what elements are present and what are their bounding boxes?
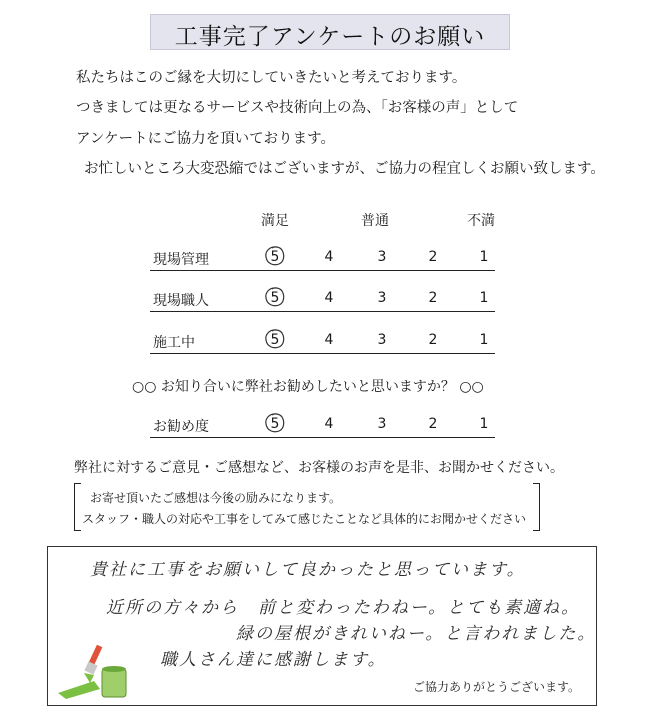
comment-line-1: 貴社に工事をお願いして良かったと思っています。: [90, 560, 526, 580]
rating-row-3-option-1[interactable]: 1: [479, 332, 489, 348]
rating-row-1-option-2[interactable]: 2: [428, 249, 438, 265]
paint-bucket-brush-icon: [56, 637, 136, 701]
comment-line-3: 緑の屋根がきれいねー。と言われました。: [236, 624, 597, 644]
rating-row-recommend-selected-circle-icon: [263, 411, 287, 435]
intro-line-2: つきましては更なるサービスや技術向上の為、「お客様の声」として: [76, 100, 519, 116]
rating-row-3-option-4[interactable]: 4: [324, 332, 334, 348]
rating-row-recommend-option-4[interactable]: 4: [324, 416, 334, 432]
rating-row-3-option-3[interactable]: 3: [377, 332, 387, 348]
recommend-question: ○○ お知り合いに弊社お勧めしたいと思いますか？ ○○: [132, 379, 484, 395]
comment-line-4: 職人さん達に感謝します。: [160, 650, 387, 670]
rating-row-recommend-option-5[interactable]: 5: [270, 416, 280, 432]
rating-row-1-option-5[interactable]: 5: [270, 249, 280, 265]
rating-row-1-option-1[interactable]: 1: [479, 249, 489, 265]
page-title: 工事完了アンケートのお願い: [174, 24, 486, 50]
rating-row-recommend-option-2[interactable]: 2: [428, 416, 438, 432]
rating-row-1-underline: [150, 270, 495, 271]
rating-row-1-label: 現場管理: [153, 252, 209, 268]
rating-row-2-selected-circle-icon: [263, 285, 287, 309]
rating-row-recommend: [150, 414, 500, 438]
intro-line-3: アンケートにご協力を頂いております。: [76, 131, 335, 147]
rating-row-3: [150, 330, 500, 354]
request-text: 弊社に対するご意見・ご感想など、お客様のお声を是非、お聞かせください。: [74, 460, 564, 476]
bracket-left: [74, 483, 81, 531]
rating-row-recommend-option-1[interactable]: 1: [479, 416, 489, 432]
rating-row-2-underline: [150, 311, 495, 312]
rating-row-1-selected-circle-icon: [263, 244, 287, 268]
rating-row-1-option-3[interactable]: 3: [377, 249, 387, 265]
bracket-right: [533, 483, 540, 531]
rating-row-2: [150, 288, 500, 312]
rating-row-1-option-4[interactable]: 4: [324, 249, 334, 265]
rating-row-2-option-2[interactable]: 2: [428, 290, 438, 306]
header-dissatisfied: 不満: [467, 213, 495, 229]
rating-row-3-underline: [150, 353, 495, 354]
rating-row-2-option-4[interactable]: 4: [324, 290, 334, 306]
rating-row-3-option-2[interactable]: 2: [428, 332, 438, 348]
notes-bracket: [74, 483, 540, 531]
intro-line-4: お忙しいところ大変恐縮ではございますが、ご協力の程宜しくお願い致します。: [84, 161, 605, 177]
rating-row-1: [150, 247, 500, 271]
rating-row-2-option-3[interactable]: 3: [377, 290, 387, 306]
rating-row-2-label: 現場職人: [153, 293, 209, 309]
title-banner: [150, 14, 510, 50]
header-normal: 普通: [361, 213, 389, 229]
comment-line-2: 近所の方々から 前と変わったわねー。とても素適ね。: [106, 598, 581, 618]
rating-row-recommend-option-3[interactable]: 3: [377, 416, 387, 432]
header-satisfied: 満足: [261, 213, 289, 229]
rating-row-3-label: 施工中: [153, 335, 195, 351]
thanks-text: ご協力ありがとうございます。: [412, 680, 580, 694]
rating-row-recommend-underline: [150, 437, 495, 438]
rating-row-3-selected-circle-icon: [263, 327, 287, 351]
note-line-1: お寄せ頂いたご感想は今後の励みになります。: [90, 491, 342, 505]
note-line-2: スタッフ・職人の対応や工事をしてみて感じたことなど具体的にお聞かせください: [82, 512, 527, 526]
rating-row-2-option-1[interactable]: 1: [479, 290, 489, 306]
rating-row-recommend-label: お勧め度: [153, 419, 209, 435]
intro-line-1: 私たちはこのご縁を大切にしていきたいと考えております。: [76, 70, 467, 86]
rating-row-2-option-5[interactable]: 5: [270, 290, 280, 306]
comment-box: [47, 546, 597, 706]
rating-row-3-option-5[interactable]: 5: [270, 332, 280, 348]
